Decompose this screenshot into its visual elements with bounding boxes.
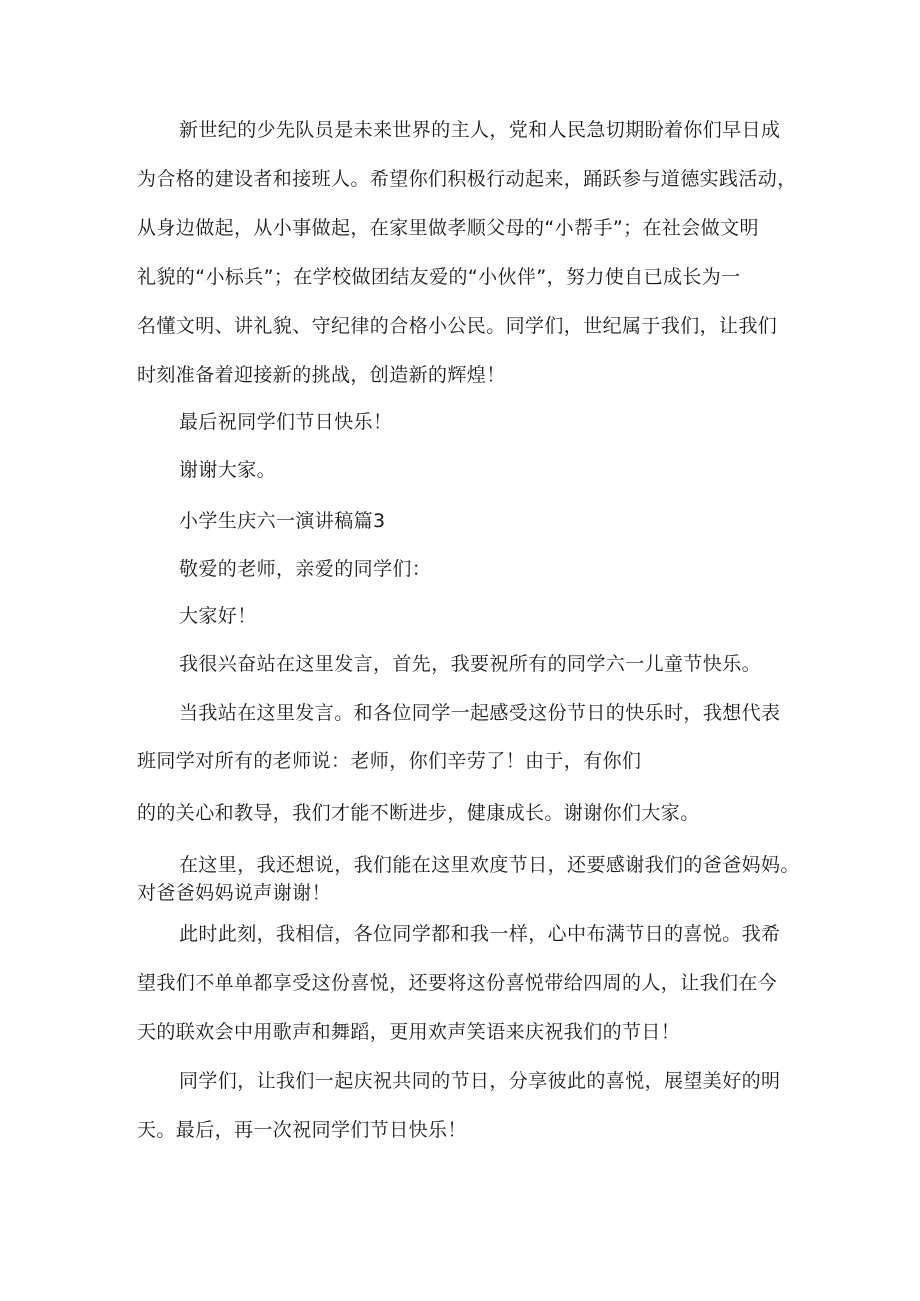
body-text-line: 对爸爸妈妈说声谢谢！ [137,882,332,904]
body-text-line: 天的联欢会中用歌声和舞蹈，更用欢声笑语来庆祝我们的节日！ [137,1021,681,1043]
body-text-line: 为合格的建设者和接班人。希望你们积极行动起来，踊跃参与道德实践活动， [137,168,797,190]
body-text-line: 此时此刻，我相信，各位同学都和我一样，心中布满节日的喜悦。我希 [179,923,781,945]
body-text-line: 班同学对所有的老师说：老师，你们辛劳了！由于，有你们 [137,750,642,772]
body-text-line: 在这里，我还想说，我们能在这里欢度节日，还要感谢我们的爸爸妈妈。 [179,854,800,876]
body-text-line: 我很兴奋站在这里发言，首先，我要祝所有的同学六一儿童节快乐。 [179,653,762,675]
body-text-line: 望我们不单单都享受这份喜悦，还要将这份喜悦带给四周的人，让我们在今 [137,972,778,994]
body-text-line: 的的关心和教导，我们才能不断进步，健康成长。谢谢你们大家。 [137,802,700,824]
salutation: 敬爱的老师，亲爱的同学们： [179,558,432,580]
body-text-line: 同学们，让我们一起庆祝共同的节日，分享彼此的喜悦，展望美好的明 [179,1070,781,1092]
closing-wish: 最后祝同学们节日快乐！ [179,411,393,433]
greeting: 大家好！ [179,605,257,627]
body-text-line: 礼貌的“小标兵”；在学校做团结友爱的“小伙伴”，努力使自已成长为一 [137,266,741,288]
section-title: 小学生庆六一演讲稿篇3 [179,510,386,532]
body-text-line: 新世纪的少先队员是未来世界的主人，党和人民急切期盼着你们早日成 [179,119,781,141]
body-text-line: 从身边做起，从小事做起，在家里做孝顺父母的“小帮手”；在社会做文明 [137,217,759,239]
body-text-line: 时刻准备着迎接新的挑战，创造新的辉煌！ [137,364,506,386]
closing-thanks: 谢谢大家。 [179,459,277,481]
body-text-line: 天。最后，再一次祝同学们节日快乐！ [137,1119,467,1141]
body-text-line: 名懂文明、讲礼貌、守纪律的合格小公民。同学们，世纪属于我们，让我们 [137,315,778,337]
body-text-line: 当我站在这里发言。和各位同学一起感受这份节日的快乐时，我想代表 [179,702,781,724]
